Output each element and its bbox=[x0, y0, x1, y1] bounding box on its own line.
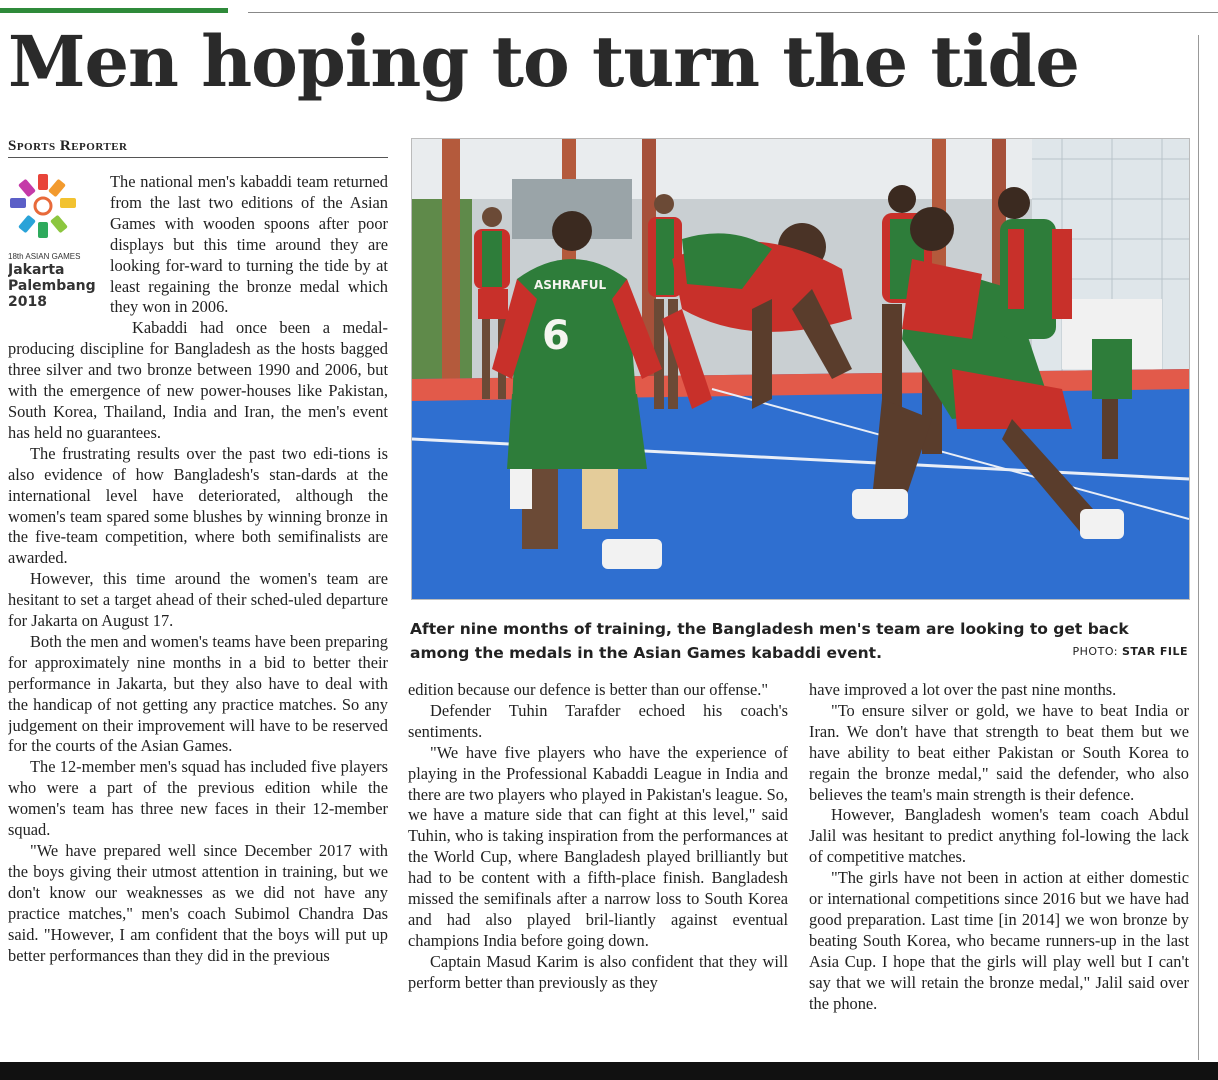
paragraph: "The girls have not been in action at either domestic or international competitions since 2016 but we have had good preparation. Last time [in 2014] we won bronze by beating South Korea, who became runners-up in the last Asia Cup. I hope that the girls will play well but I can't say that we will retain the bronze medal," Jalil said over the phone. bbox=[809, 868, 1189, 1013]
logo-city-1: Jakarta bbox=[8, 262, 65, 278]
photo-caption: After nine months of training, the Bangladesh men's team are looking to get back among the medals in the Asian Games kabaddi event. bbox=[410, 620, 1129, 662]
kabaddi-training-image bbox=[412, 139, 1189, 599]
paragraph: However, this time around the women's team are hesitant to set a target ahead of their sched-uled departure for Jakarta on August 17. bbox=[8, 569, 388, 631]
photo-credit-label: PHOTO: bbox=[1072, 645, 1118, 658]
logo-city-2: Palembang bbox=[8, 278, 96, 294]
paragraph: The 12-member men's squad has included five players who were a part of the previous edition while the women's team has three new faces in their 12-member squad. bbox=[8, 757, 388, 840]
asian-games-logo bbox=[8, 172, 104, 322]
article-column-2 bbox=[408, 680, 788, 1060]
logo-year: 2018 bbox=[8, 294, 47, 310]
top-accent-bar bbox=[0, 8, 228, 13]
paragraph: Defender Tuhin Tarafder echoed his coach's sentiments. bbox=[408, 700, 788, 741]
paragraph: have improved a lot over the past nine months. bbox=[809, 680, 1117, 699]
photo-credit-source: STAR FILE bbox=[1121, 645, 1188, 658]
bottom-band bbox=[0, 1062, 1218, 1080]
top-rule bbox=[248, 12, 1218, 13]
logo-edition-text: 18th ASIAN GAMES bbox=[8, 252, 81, 261]
paragraph: "We have five players who have the experience of playing in the Professional Kabaddi League in India and there are two players who played in Pakistan's league. So, we have a mature side that can fight at this level," said Tuhin, who is taking inspiration from the performances at the World Cup, where Bangladesh played brilliantly but had to be content with a fifth-place finish. Bangladesh missed the semifinals after a narrow loss to South Korea and had also played bril-liantly against eventual champions India before going down. bbox=[408, 742, 788, 950]
paragraph: Kabaddi had once been a medal-producing discipline for Bangladesh as the hosts bagged three silver and two bronze between 1990 and 2006, but with the emergence of new power-houses like Pakistan, South Korea, Thailand, India and Iran, the men's event has held no guarantees. bbox=[8, 318, 388, 442]
paragraph: "We have prepared well since December 2017 with the boys giving their utmost attention in training, but we don't know our weaknesses as we did not have any practice matches," men's coach Subimol Chandra Das said. "However, I am confident that the boys will put up better performances than they did in the previous bbox=[8, 841, 388, 965]
paragraph: However, Bangladesh women's team coach Abdul Jalil was hesitant to predict anything fol-lowing the lack of competitive matches. bbox=[809, 805, 1189, 867]
photo-credit bbox=[1073, 645, 1188, 658]
byline: Sports Reporter bbox=[8, 138, 388, 158]
paragraph: The frustrating results over the past two edi-tions is also evidence of how Bangladesh's stan-dards at the international level have deteriorated, although the women's team spared some blushes by winning bronze in the five-team competition, where both semifinalists are awarded. bbox=[8, 443, 388, 568]
asian-games-emblem-icon bbox=[8, 172, 78, 252]
jersey-name: ASHRAFUL bbox=[534, 278, 607, 292]
paragraph: "To ensure silver or gold, we have to beat India or Iran. We don't have that strength to beat them but we have ability to beat either Pakistan or South Korea to regain the bronze medal," said the defender, who also believes the team's main strength is their defence. bbox=[809, 700, 1189, 804]
paragraph: Captain Masud Karim is also confident that they will perform better than previously as they bbox=[408, 951, 788, 992]
headline: Men hoping to turn the tide bbox=[8, 20, 1079, 103]
article-column-1 bbox=[8, 172, 388, 1062]
kabaddi-photo bbox=[411, 138, 1190, 600]
paragraph: edition because our defence is better than our offense." bbox=[408, 680, 769, 699]
page-edge-rule bbox=[1198, 35, 1199, 1060]
jersey-number: 6 bbox=[542, 313, 570, 359]
paragraph: The national men's kabaddi team returned from the last two editions of the Asian Games with wooden spoons after poor displays but this time around they are looking for-ward to turning the tide by at least regaining the bronze medal which they won in 2006. bbox=[110, 172, 388, 317]
paragraph: Both the men and women's teams have been preparing for approximately nine months in a bid to better their performance in Jakarta, but they also have to deal with the handicap of not getting any practice matches. So any judgement on their improvement will have to be reserved for the courts of the Asian Games. bbox=[8, 631, 388, 756]
article-column-3 bbox=[809, 680, 1189, 1060]
